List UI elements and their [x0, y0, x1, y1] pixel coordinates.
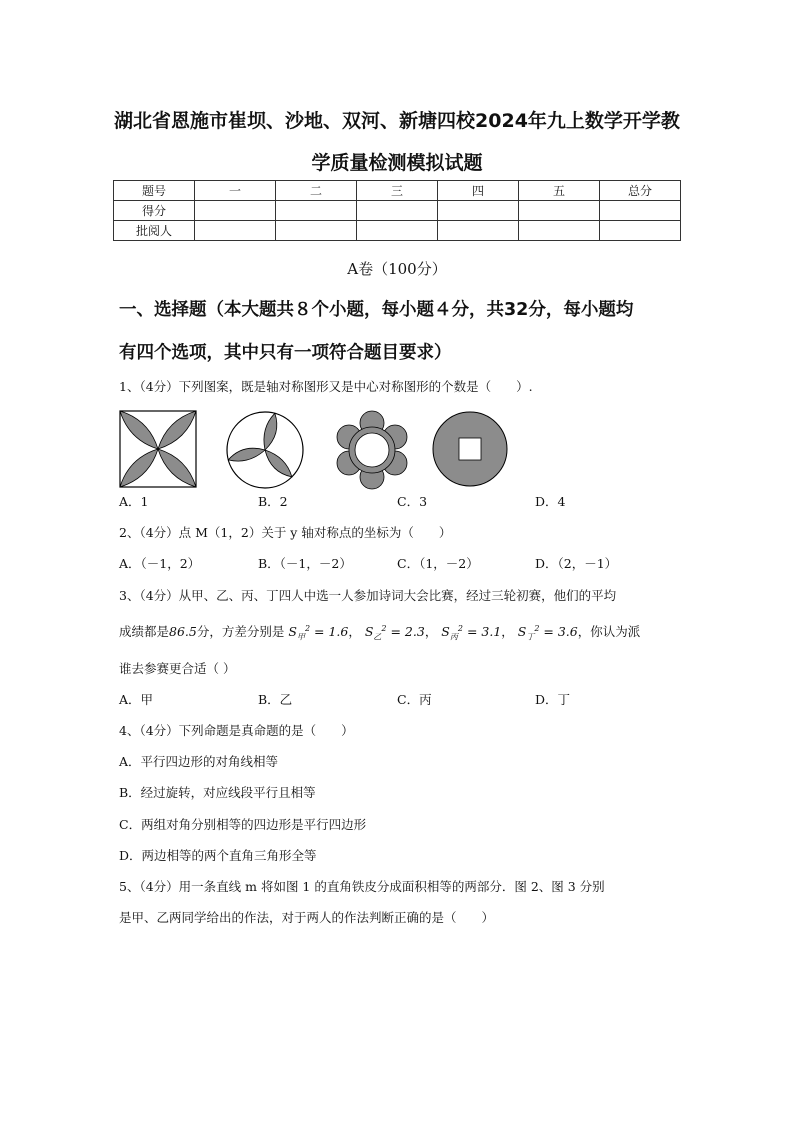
table-cell: 四 — [438, 181, 519, 201]
table-cell: 三 — [357, 181, 438, 201]
q3-variance-2: $S_乙^2 = 2.3$ — [364, 623, 425, 642]
q4-option-b[interactable]: B．经过旋转，对应线段平行且相等 — [119, 785, 316, 800]
q3-variance-3: $S_丙^2 = 3.1$ — [441, 623, 502, 642]
table-cell[interactable] — [195, 221, 276, 241]
q3-var3-sub: 丙 — [449, 632, 458, 642]
q3-var2-val: 2.3 — [404, 624, 425, 639]
table-cell: 题号 — [114, 181, 195, 201]
q3-option-c[interactable]: C．丙 — [397, 692, 432, 707]
q2-option-b[interactable]: B．（－1，－2） — [258, 556, 352, 571]
table-cell: 二 — [276, 181, 357, 201]
q4-option-c[interactable]: C．两组对角分别相等的四边形是平行四边形 — [119, 817, 367, 832]
q5-line2: 是甲、乙两同学给出的作法，对于两人的作法判断正确的是（ ） — [119, 910, 495, 925]
table-cell: 批阅人 — [114, 221, 195, 241]
q4-text: 4、（4分）下列命题是真命题的是（ ） — [119, 723, 354, 738]
table-cell[interactable] — [519, 201, 600, 221]
q3-line3: 谁去参赛更合适（ ） — [119, 661, 236, 676]
q2-text: 2、（4分）点 M（1，2）关于 y 轴对称点的坐标为（ ） — [119, 525, 452, 540]
table-cell[interactable] — [357, 221, 438, 241]
q1-option-b[interactable]: B．2 — [258, 494, 288, 509]
q3-option-b[interactable]: B．乙 — [258, 692, 293, 707]
q3-var4-sub: 丁 — [526, 632, 535, 642]
q1-text: 1、（4分）下列图案，既是轴对称图形又是中心对称图形的个数是（ ）. — [119, 379, 533, 394]
table-cell[interactable] — [195, 201, 276, 221]
table-cell[interactable] — [438, 221, 519, 241]
q3-text-b: 分，方差分别是 — [196, 624, 285, 639]
q3-var4-val: 3.6 — [557, 624, 578, 639]
q2-option-c[interactable]: C．（1，－2） — [397, 556, 479, 571]
q3-line2: 成绩都是86.5分，方差分别是 $S_甲^2 = 1.6$， $S_乙^2 = 2.3$， $S_丙^2 = 3.1$， $S_丁^2 = 3.6$，你认为派 — [119, 623, 641, 642]
figure-flower — [332, 410, 412, 490]
q3-variance-1: $S_甲^2 = 1.6$ — [288, 623, 349, 642]
q3-text-a: 成绩都是 — [119, 624, 170, 639]
table-cell[interactable] — [600, 221, 681, 241]
table-cell[interactable] — [519, 221, 600, 241]
q3-option-d[interactable]: D．丁 — [535, 692, 571, 707]
table-row — [114, 201, 681, 221]
table-cell[interactable] — [357, 201, 438, 221]
table-row — [114, 181, 681, 201]
volume-heading: A卷（100分） — [347, 260, 447, 278]
section1-heading-line1: 一、选择题（本大题共８个小题，每小题４分，共32分，每小题均 — [119, 300, 634, 320]
q3-text-c: ，你认为派 — [577, 624, 641, 639]
table-cell[interactable] — [600, 201, 681, 221]
figure-pinwheel-square — [119, 410, 197, 488]
q3-option-a[interactable]: A．甲 — [119, 692, 154, 707]
q3-var1-val: 1.6 — [328, 624, 349, 639]
doc-title-line1: 湖北省恩施市崔坝、沙地、双河、新塘四校2024年九上数学开学教 — [114, 110, 680, 132]
table-row — [114, 221, 681, 241]
table-cell: 总分 — [600, 181, 681, 201]
table-cell: 五 — [519, 181, 600, 201]
doc-title-line2: 学质量检测模拟试题 — [311, 152, 483, 174]
q2-option-a[interactable]: A．（－1，2） — [119, 556, 201, 571]
q1-option-a[interactable]: A．1 — [119, 494, 149, 509]
table-cell: 得分 — [114, 201, 195, 221]
q4-option-a[interactable]: A．平行四边形的对角线相等 — [119, 754, 279, 769]
q4-option-d[interactable]: D．两边相等的两个直角三角形全等 — [119, 848, 317, 863]
q3-var2-sub: 乙 — [373, 632, 382, 642]
q3-var3-val: 3.1 — [481, 624, 502, 639]
table-cell[interactable] — [276, 201, 357, 221]
q1-option-d[interactable]: D．4 — [535, 494, 566, 509]
table-cell[interactable] — [438, 201, 519, 221]
q1-option-c[interactable]: C．3 — [397, 494, 428, 509]
q3-line1: 3、（4分）从甲、乙、丙、丁四人中选一人参加诗词大会比赛，经过三轮初赛，他们的平均 — [119, 588, 617, 603]
table-cell[interactable] — [276, 221, 357, 241]
q3-variance-4: $S_丁^2 = 3.6$ — [517, 623, 578, 642]
q2-option-d[interactable]: D．（2，－1） — [535, 556, 618, 571]
figure-coin — [431, 410, 509, 488]
q3-average: 86.5 — [169, 624, 197, 639]
score-table — [113, 180, 681, 241]
q3-var1-sub: 甲 — [296, 632, 305, 642]
table-cell: 一 — [195, 181, 276, 201]
figure-three-leaf-circle — [225, 410, 305, 490]
q5-line1: 5、（4分）用一条直线 m 将如图 1 的直角铁皮分成面积相等的两部分．图 2、图 3 分别 — [119, 879, 605, 894]
section1-heading-line2: 有四个选项，其中只有一项符合题目要求） — [119, 343, 452, 363]
